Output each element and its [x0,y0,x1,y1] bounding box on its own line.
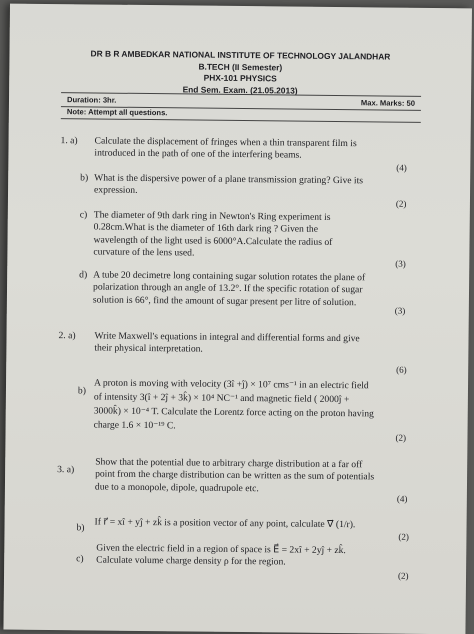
question-2a: Write Maxwell's equations in integral and differential forms and give their physical interpretation. [94,330,360,355]
course-name: PHX-101 PHYSICS [203,72,277,84]
exam-paper [3,4,472,634]
question-label: c) [79,209,88,221]
question-label: b) [77,385,87,397]
question-label: b) [76,522,85,534]
note-bar [61,105,421,123]
marks: (4) [396,493,408,504]
question-2b: A proton is moving with velocity (3î +ĵ) × 10⁷ cms⁻¹ in an electric field of intensity 3(î + 2ĵ + 3k̂) × 10⁴ NC⁻¹ and magnetic field ( 2000ĵ + 3000k̂) × 10⁻⁴ T. Calculate the Lorentz force acting on the proton having charge 1.6 × 10⁻¹⁹ C. [93,377,374,432]
marks: (2) [397,570,409,581]
exam-title: End Sem. Exam. (21.05.2013) [182,84,298,96]
marks: (6) [396,364,407,375]
question-3c: Given the electric field in a region of space is E⃗ = 2xî + 2yĵ + zk̂. Calculate volume charge density ρ for the region. [96,542,346,568]
question-1c: The diameter of 9th dark ring in Newton's Ring experiment is 0.28cm.What is the diameter of 16th dark ring ? Given the wavelength of the light used is 6000°A.Calculate the radius of curvature of the lens used. [93,209,333,259]
question-1b: What is the dispersive power of a plane transmission grating? Give its expression. [94,172,364,197]
question-3b: If r⃗ = xî + yĵ + zk̂ is a position vector of any point, calculate ∇⃗ (1/r). [94,516,356,531]
question-label: d) [79,269,88,281]
duration: Duration: 3hr. [66,95,117,105]
marks: (2) [395,198,407,209]
question-label: 2. a) [58,330,76,342]
question-label: b) [80,172,89,184]
institute-name: DR B R AMBEDKAR NATIONAL INSTITUTE OF TECHNOLOGY JALANDHAR [90,48,391,62]
max-marks: Max. Marks: 50 [360,98,416,108]
marks: (3) [395,258,406,269]
note: Note: Attempt all questions. [66,107,168,118]
question-3a: Show that the potential due to arbitrary charge distribution at a far off point from the charge distribution can be written as the sum of potentials due to a monopole, dipole, quadrupole etc. [94,456,375,494]
marks: (3) [394,305,406,316]
marks: (4) [396,162,407,173]
question-label: 1. a) [60,135,78,147]
marks: (2) [395,432,407,443]
program-name: B.TECH (II Semester) [198,61,283,73]
question-1a: Calculate the displacement of fringes when a thin transparent film is introduced in the path of one of the interfering beams. [94,135,357,161]
question-label: c) [76,553,84,565]
question-label: 3. a) [57,464,75,476]
question-1d: A tube 20 decimetre long containing sugar solution rotates the plane of polarization through an angle of 13.2°. If the specific rotation of sugar solution is 66°, find the amount of sugar present per litre of solution. [92,269,366,308]
marks: (2) [398,531,410,542]
